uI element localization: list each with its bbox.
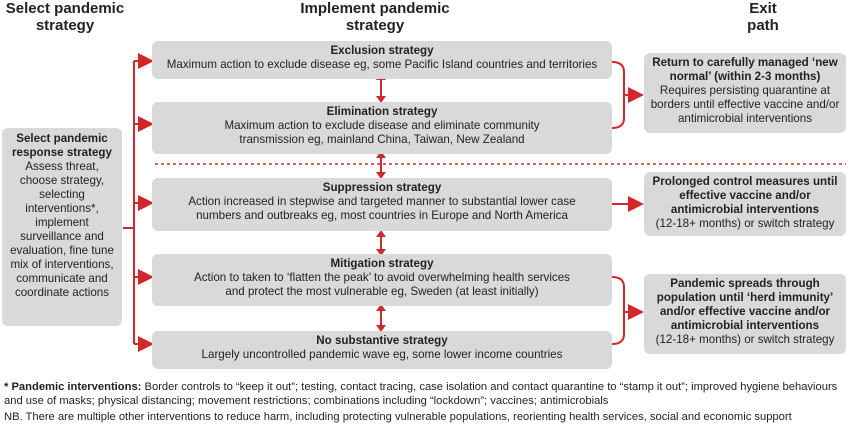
exit-box-herd-immunity [644,274,846,354]
strategy-title: Mitigation strategy [330,257,434,270]
footnote-nb: NB. There are multiple other interventions to reduce harm, including protecting vulnerable populations, reorienting health services, social and economic support [4,411,792,423]
strategy-description: Largely uncontrolled pandemic wave eg, some lower income countries [201,348,563,361]
exit-description: Requires persisting quarantine at borders until effective vaccine and/or antimicrobial interventions [650,84,840,125]
strategy-description: Action to taken to ‘flatten the peak’ to avoid overwhelming health services and protect the most vulnerable eg, Sweden (at least initially) [194,271,570,298]
select-response-strategy-title: Select pandemic response strategy [12,132,112,159]
exit-title: Return to carefully managed ‘new normal’ (within 2-3 months) [652,56,838,83]
strategy-title: Suppression strategy [322,181,442,194]
footnote-label: * Pandemic interventions: [4,381,142,393]
header-exit-path: Exit path [747,0,779,34]
exit-box-prolonged-control [644,172,846,236]
strategy-box-mitigation [152,254,612,306]
strategy-title: Exclusion strategy [330,44,434,57]
footnote-text: Border controls to “keep it out”; testing, contact tracing, case isolation and contact quarantine to “stamp it out”; improved hygiene behaviours and use of masks; physical distancing; movement restrictions; combinations including “lockdown”; vaccines; antimicrobials [4,381,838,407]
strategy-description: Maximum action to exclude disease eg, some Pacific Island countries and territories [166,58,598,71]
select-response-strategy-box [2,128,122,326]
strategy-description: Maximum action to exclude disease and eliminate community transmission eg, mainland China, Taiwan, New Zealand [224,119,540,146]
strategy-box-exclusion [152,41,612,79]
select-response-strategy-text: Assess threat, choose strategy, selecting interventions*, implement surveillance and evaluation, fine tune mix of interventions, communicate and coordinate actions [10,160,114,299]
strategy-box-elimination [152,102,612,154]
exit-box-new-normal [644,53,846,133]
strategy-title: No substantive strategy [316,334,448,347]
exit-description: (12-18+ months) or switch strategy [655,217,835,230]
strategy-box-suppression [152,178,612,231]
strategy-box-no-substantive [152,331,612,369]
exit-description: (12-18+ months) or switch strategy [655,333,835,346]
exit-title: Prolonged control measures until effective vaccine and/or antimicrobial interventions [652,175,838,216]
footnote-interventions [4,380,846,408]
exit-title: Pandemic spreads through population until ‘herd immunity’ and/or effective vaccine and/or antimicrobial interventions [656,277,834,332]
strategy-title: Elimination strategy [326,105,438,118]
strategy-description: Action increased in stepwise and targeted manner to substantial lower case numbers and outbreaks eg, most countries in Europe and North America [188,195,576,222]
header-implement-strategy: Implement pandemic strategy [300,0,450,34]
header-select-strategy: Select pandemic strategy [5,0,125,34]
